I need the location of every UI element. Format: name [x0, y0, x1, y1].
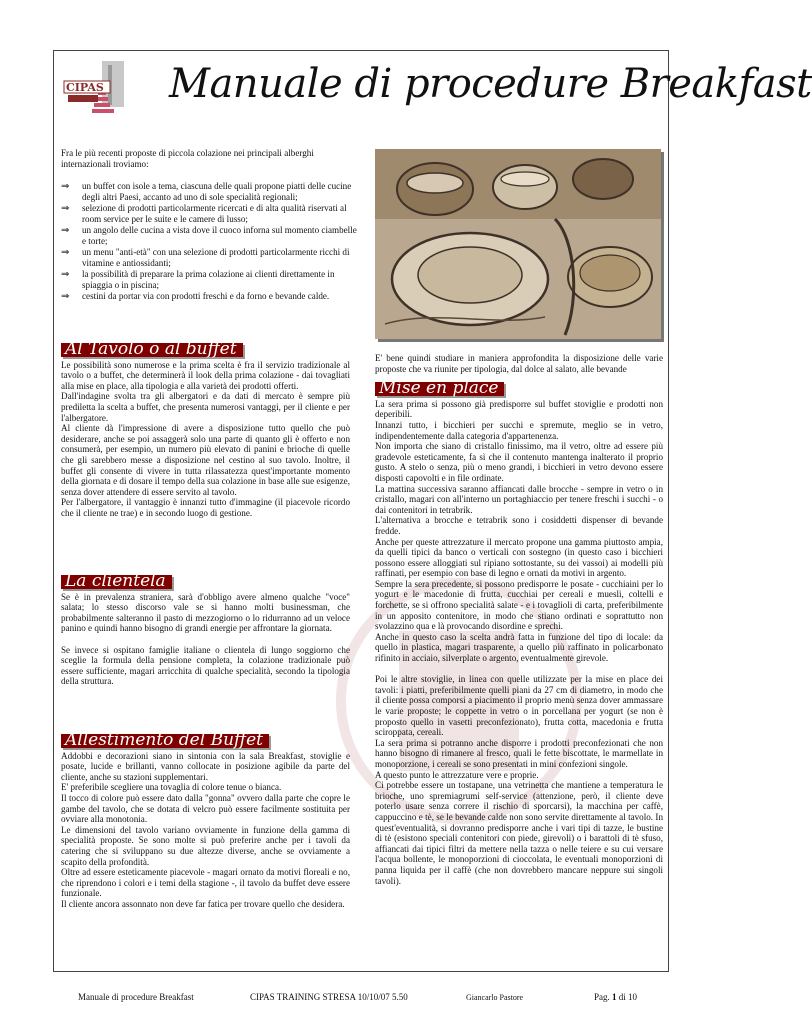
paragraph: Poi le altre stoviglie, in linea con quelle utilizzate per la mise en place dei tavoli: i piatti, preferibilmente quelli piani da 27 cm di diametro, in modo che il cliente possa comporsi a piacimento il proprio menù senza dover ammassare le varie proposte; le coppette in vetro o in porcellana per yogurt (se non è proposto quello in vasetti preconfezionato), frutta cotta, macedonia e frutta sciroppata, cereali. — [375, 674, 663, 738]
paragraph: La sera prima si possono già predisporre sul buffet stoviglie e prodotti non deperibili. — [375, 398, 663, 420]
paragraph: L'alternativa a brocche e tetrabrik sono i cosiddetti dispenser di bevande fredde. — [375, 515, 663, 536]
list-item: ⇒ selezione di prodotti particolarmente ricercati e di alta qualità riservati al room service per le suite e le camere di lusso; — [61, 203, 347, 224]
paragraph: E' bene quindi studiare in maniera approfondita la disposizione delle varie proposte che va riunite per tipologia, dal dolce al salato, alle bevande — [375, 353, 663, 374]
cipas-logo — [62, 57, 136, 117]
paragraph: Il tocco di colore può essere dato dalla "gonna" ovvero dalla parte che copre le gambe del tavolo, che se dotata di velcro può essere facilmente sostituita per ovviare alla monotonia. — [61, 792, 350, 825]
footer-doc-title: Manuale di procedure Breakfast — [78, 992, 194, 1002]
paragraph: Non importa che siano di cristallo finissimo, ma il vetro, oltre ad essere più gradevole esteticamente, fa sì che il contenuto mantenga inalterato il proprio gusto. A stelo o senza, più o meno grandi, i bicchieri in vetro devono essere disposti capovolti e in file ordinate. — [375, 441, 663, 483]
arrow-right-icon: ⇒ — [61, 181, 70, 192]
paragraph: E' preferibile scegliere una tovaglia di colore tenue o bianca. — [61, 782, 282, 793]
arrow-right-icon: ⇒ — [61, 247, 70, 258]
page-title: Manuale di procedure Breakfast — [169, 61, 812, 107]
arrow-right-icon: ⇒ — [61, 203, 70, 214]
paragraph: Dall'indagine svolta tra gli albergatori e da dati di mercato è sempre più prediletta la scelta a buffet, che presenta numerosi vantaggi, per il cliente e per l'albergatore. — [61, 391, 350, 423]
intro-lead: Fra le più recenti proposte di piccola colazione nei principali alberghi internazionali troviamo: — [61, 148, 314, 169]
list-item: ⇒ cestini da portar via con prodotti freschi e da forno e bevande calde. — [61, 291, 330, 302]
paragraph: La sera prima si potranno anche disporre i prodotti preconfezionati che non hanno bisogno di rimanere al fresco, quali le fette biscottate, le marmellate in monoporzione, i cereali se sono presentati in mini confezioni singole. — [375, 737, 663, 769]
section-heading-tavolo-buffet: Al Tavolo o al buffet — [61, 343, 243, 357]
list-item: ⇒ un buffet con isole a tema, ciascuna delle quali propone piatti delle cucine degli altri Paesi, accanto ad uno di sole specialità regionali; — [61, 181, 352, 202]
paragraph: Ci potrebbe essere un tostapane, una vetrinetta che mantiene a temperatura le brioche, uno spremiagrumi self-service (attenzione, però, il cliente deve poterlo usare senza correre il rischio di sporcarsi), la macchina per caffè, cappuccino e tè, se le bevande calde non sono servite direttamente al tavolo. In quest'eventualità, si dovranno predisporre anche i vari tipi di tazze, le bustine di tè (esistono speciali contenitori con piede, girevoli) o i barattoli di tè sfuso, affiancati dai tipici filtri da mettere nella tazza o nelle teiere e su cui versare l'acqua bollente, le monoporzioni di cioccolata, le eventuali monoporzioni di panna liquida per il caffè (che non dovrebbero mancare neppure sui singoli tavoli). — [375, 780, 663, 886]
paragraph: Al cliente dà l'impressione di avere a disposizione tutto quello che può desiderare, anche se poi assaggerà solo una parte di quanto gli è offerto e non consumerà, per esempio, un numero più elevato di panini e brioche di quelle che gli sarebbero messe a disposizione nel cestino al suo tavolo. Inoltre, il buffet gli consente di vivere in tutta rilassatezza quest'importante momento della giornata e di dosare il tempo della sua colazione in base alle sue esigenze, senza dover attendere di essere servito al tavolo. — [61, 423, 350, 497]
arrow-right-icon: ⇒ — [61, 225, 70, 236]
footer-center: CIPAS TRAINING STRESA 10/10/07 5.50 — [250, 992, 408, 1002]
footer-author: Giancarlo Pastore — [466, 993, 524, 1002]
section-heading-allestimento: Allestimento del Buffet — [61, 734, 269, 748]
breakfast-illustration — [375, 149, 661, 339]
paragraph: Innanzi tutto, i bicchieri per succhi e spremute, meglio se in vetro, indipendentemente dalla categoria d'appartenenza. — [375, 419, 663, 441]
right-column — [375, 353, 663, 886]
list-item: ⇒ un menu "anti-età" con una selezione di prodotti particolarmente ricchi di vitamine e antiossidanti; — [61, 247, 350, 268]
paragraph: Addobbi e decorazioni siano in sintonia con la sala Breakfast, stoviglie e posate, lucide e brillanti, vanno collocate in posizione agibile da parte del cliente, anche su stazioni supplementari. — [61, 750, 350, 782]
paragraph: Se è in prevalenza straniera, sarà d'obbligo avere almeno qualche "voce" salata; lo stesso discorso vale se si hanno molti businessman, che probabilmente salteranno il pasto di mezzogiorno o lo ridurranno ad un veloce panino e quindi hanno bisogno di grandi energie per affrontare la giornata. — [61, 591, 350, 634]
paragraph: Il cliente ancora assonnato non deve far fatica per trovare quello che desidera. — [61, 898, 345, 909]
page-number: Pag. 1 di 10 — [594, 992, 638, 1002]
paragraph: Oltre ad essere esteticamente piacevole - magari ornato da motivi floreali e no, che riprendono i colori e i temi della stagione -, il tavolo da buffet deve essere funzionale. — [61, 867, 350, 899]
intro-bullet-list — [61, 181, 361, 302]
paragraph: Se invece si ospitano famiglie italiane o clientela di lungo soggiorno che sceglie la formula della pensione completa, la colazione tradizionale può essere sufficiente, magari arricchita di qualche specialità, secondo la tipologia della struttura. — [61, 644, 350, 687]
paragraph: Per l'albergatore, il vantaggio è innanzi tutto d'immagine (il piacevole ricordo che il cliente ne trae) e in secondo luogo di gestione. — [61, 497, 350, 518]
left-column — [61, 339, 350, 519]
paragraph: Le dimensioni del tavolo variano ovviamente in funzione della gamma di specialità proposte. Se sono molte si può preferire anche per i tavoli da catering che si sviluppano su due altezze diverse, anche se ovviamente a scapito della profondità. — [61, 824, 350, 867]
svg-text:CIPAS: CIPAS — [66, 81, 104, 94]
left-column-clientela — [61, 571, 350, 687]
section-heading-clientela: La clientela — [61, 575, 172, 589]
arrow-right-icon: ⇒ — [61, 291, 70, 302]
paragraph: Le possibilità sono numerose e la prima scelta è fra il servizio tradizionale al tavolo o a buffet, che determinerà il look della prima colazione - dai tovagliati alla mise en place, alla tipologia e alla varietà dei prodotti offerti. — [61, 359, 350, 391]
left-column-allestimento — [61, 730, 350, 910]
paragraph: Anche in questo caso la scelta andrà fatta in funzione del tipo di locale: da quello in plastica, magari trasparente, a quello più raffinato in policarbonato rifinito in acciaio, silverplate o argento, eventualmente girevole. — [375, 631, 663, 664]
page-frame — [53, 50, 812, 972]
paragraph: La mattina successiva saranno affiancati dalle brocche - sempre in vetro o in cristallo, magari con all'interno un portaghiaccio per tenere freschi i succhi - o dai contenitori in tetrabrik. — [375, 483, 663, 515]
paragraph: Anche per queste attrezzature il mercato propone una gamma piuttosto ampia, da quelli tipici da banco o verticali con sostegno (in questo caso i bicchieri possono essere alloggiati sul ripiano sottostante, su dei vassoi) ai modelli più raffinati, per esempio con base di legno e ornati da motivi in argento. — [375, 536, 663, 579]
arrow-right-icon: ⇒ — [61, 269, 70, 280]
paragraph: A questo punto le attrezzature vere e proprie. — [375, 769, 539, 780]
intro-section — [61, 148, 361, 302]
paragraph: Sempre la sera precedente, si possono predisporre le posate - cucchiaini per lo yogurt e le macedonie di frutta, cucchiai per cereali e muesli, coltelli e forchette, se si offrono specialità salate - e i tovaglioli di carta, preferibilmente in un apposito contenitore, in modo che stiano ordinati e soprattutto non svolazzino qua e là provocando disordine e sprechi. — [375, 578, 663, 632]
section-heading-mise-en-place: Mise en place — [375, 382, 504, 396]
list-item: ⇒ la possibilità di preparare la prima colazione ai clienti direttamente in spiaggia o in piscina; — [61, 269, 335, 290]
list-item: ⇒ un angolo delle cucina a vista dove il cuoco inforna sul momento ciambelle e torte; — [61, 225, 357, 246]
